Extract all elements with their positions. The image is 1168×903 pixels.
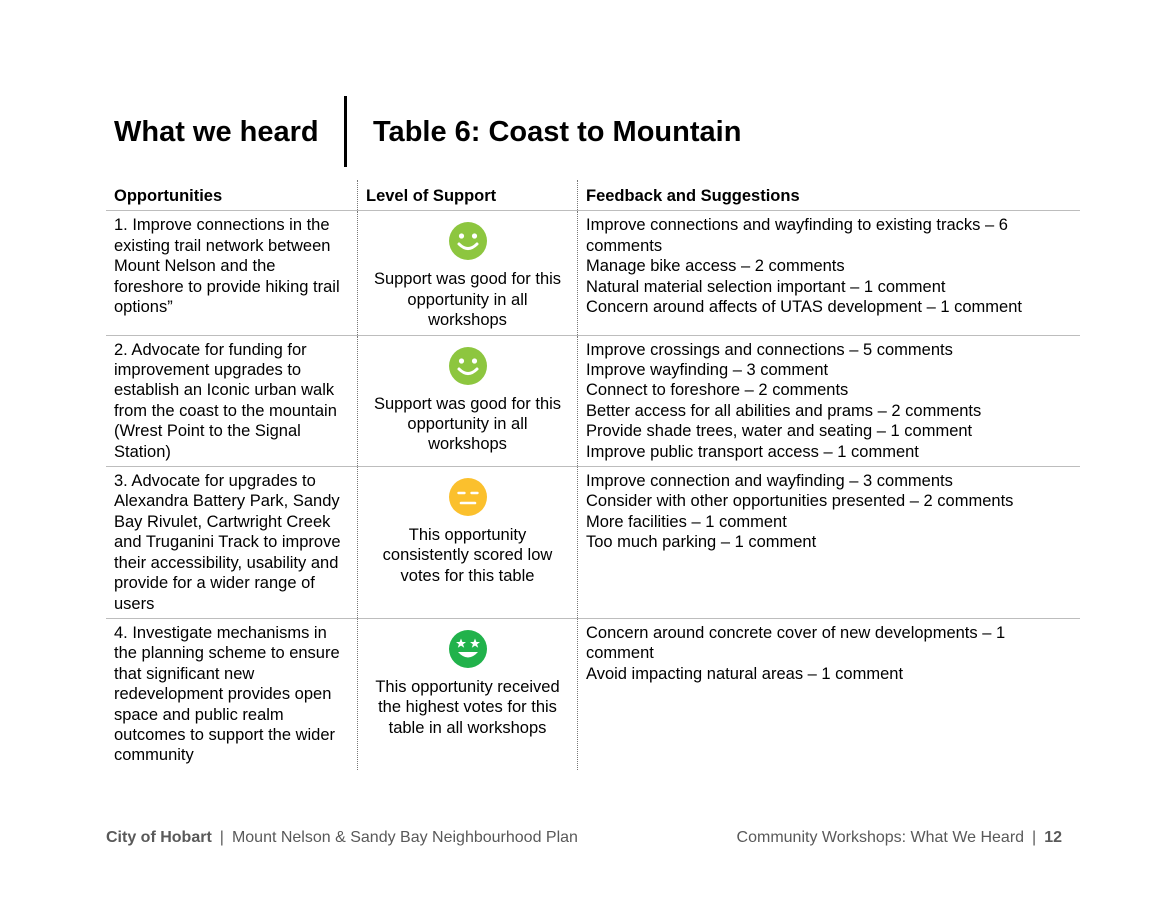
opportunity-cell: 1. Improve connections in the existing trail network between Mount Nelson and the foreshore to provide hiking trail options” (106, 211, 358, 335)
feedback-item: Improve public transport access – 1 comment (586, 442, 919, 461)
support-text: Support was good for this opportunity in all workshops (373, 394, 562, 454)
table-row (106, 335, 1080, 466)
feedback-item: Concern around concrete cover of new developments – 1 comment (586, 623, 1006, 663)
footer-separator: | (219, 829, 224, 846)
footer-right (737, 829, 1062, 847)
table-row (106, 467, 1080, 619)
neutral-face-icon (448, 477, 488, 517)
table-title: Table 6: Coast to Mountain (373, 116, 742, 148)
feedback-item: Natural material selection important – 1 comment (586, 277, 946, 296)
support-cell (358, 467, 578, 619)
column-header-opportunities: Opportunities (106, 180, 358, 211)
feedback-item: Improve crossings and connections – 5 comments (586, 340, 953, 359)
feedback-cell (578, 618, 1081, 769)
footer-org: City of Hobart (106, 829, 212, 846)
footer-section: Community Workshops: What We Heard (736, 829, 1025, 846)
feedback-item: Better access for all abilities and prams – 2 comments (586, 401, 982, 420)
feedback-item: Improve connections and wayfinding to existing tracks – 6 comments (586, 216, 1008, 255)
feedback-item: Concern around affects of UTAS development – 1 comment (586, 298, 1022, 317)
feedback-cell (578, 211, 1081, 335)
feedback-item: Connect to foreshore – 2 comments (586, 381, 849, 400)
star-eyes-face-icon (448, 629, 488, 669)
feedback-item: Manage bike access – 2 comments (586, 257, 845, 276)
support-cell (358, 618, 578, 769)
section-title: What we heard (114, 116, 319, 148)
opportunity-cell: 3. Advocate for upgrades to Alexandra Battery Park, Sandy Bay Rivulet, Cartwright Creek and Truganini Track to improve their accessibility, usability and provide for a wider range of users (106, 467, 358, 619)
support-cell (358, 335, 578, 466)
smiley-face-icon (448, 221, 488, 261)
support-cell (358, 211, 578, 335)
support-text: This opportunity consistently scored low votes for this table (382, 526, 553, 585)
column-header-feedback: Feedback and Suggestions (578, 180, 1081, 211)
feedback-item: More facilities – 1 comment (586, 512, 787, 531)
smiley-face-icon (448, 346, 488, 386)
footer-left (106, 829, 578, 847)
support-text: Support was good for this opportunity in all workshops (373, 270, 562, 330)
feedback-cell (578, 467, 1081, 619)
table-row (106, 211, 1080, 335)
table-header-row (106, 180, 1080, 211)
feedback-item: Provide shade trees, water and seating – 1 comment (586, 422, 973, 441)
feedback-item: Improve connection and wayfinding – 3 comments (586, 472, 953, 491)
footer-plan-name: Mount Nelson & Sandy Bay Neighbourhood Plan (231, 829, 578, 846)
header-divider (344, 96, 347, 167)
feedback-cell (578, 335, 1081, 466)
support-text: This opportunity received the highest votes for this table in all workshops (375, 677, 560, 737)
feedback-item: Consider with other opportunities presented – 2 comments (586, 492, 1014, 511)
table-row (106, 618, 1080, 769)
opportunity-cell: 4. Investigate mechanisms in the planning scheme to ensure that significant new redevelopment provides open space and public realm outcomes to support the wider community (114, 623, 340, 765)
feedback-item: Improve wayfinding – 3 comment (586, 361, 829, 380)
feedback-item: Avoid impacting natural areas – 1 comment (586, 664, 904, 683)
coast-to-mountain-table (106, 180, 1080, 770)
column-header-level-of-support: Level of Support (358, 180, 578, 211)
feedback-item: Too much parking – 1 comment (586, 533, 817, 552)
footer-separator: | (1032, 829, 1037, 846)
page-number: 12 (1044, 829, 1062, 846)
opportunity-cell: 2. Advocate for funding for improvement upgrades to establish an Iconic urban walk from the coast to the mountain (Wrest Point to the Signal Station) (106, 335, 358, 466)
